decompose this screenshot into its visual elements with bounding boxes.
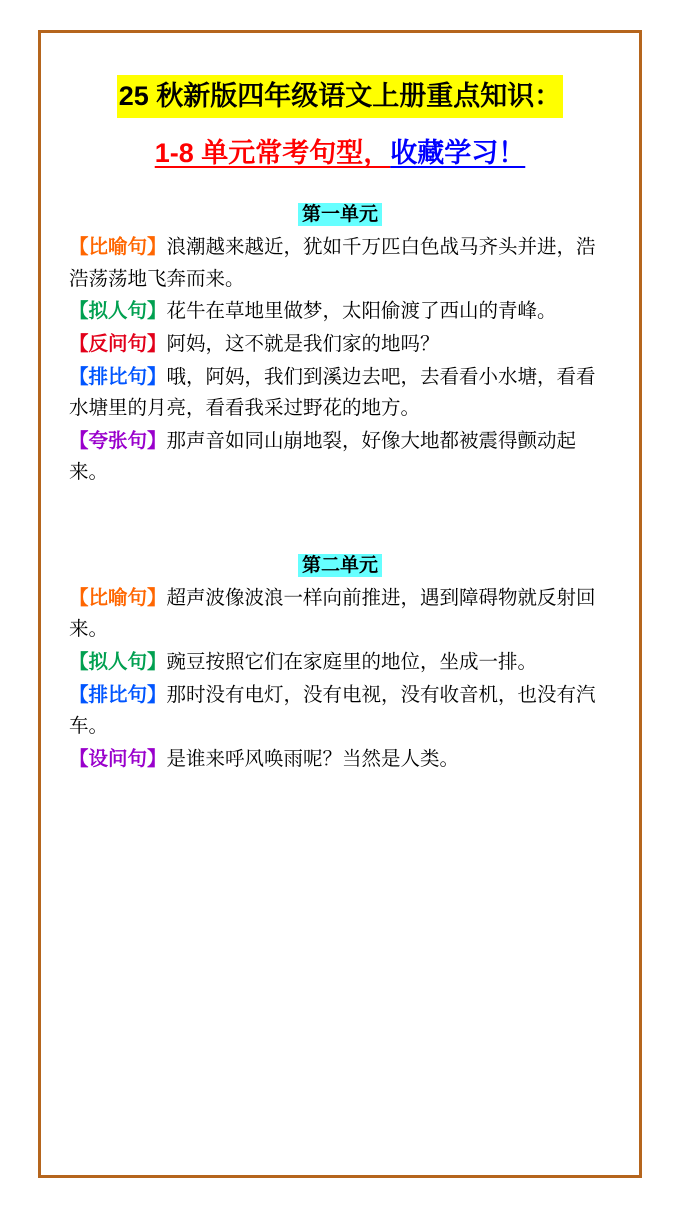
- sentence-type-tag: 【设问句】: [69, 747, 167, 770]
- sentence-line: [69, 680, 611, 743]
- sentence-text: 是谁来呼风唤雨呢？当然是人类。: [166, 747, 460, 770]
- section-heading-2-label: 第二单元: [298, 554, 382, 577]
- title-line-2-blue: 收藏学习！: [390, 138, 526, 169]
- sentence-text: 那时没有电灯，没有电视，没有收音机，也没有汽车。: [69, 683, 596, 738]
- sentence-line: [69, 426, 611, 489]
- sentence-text: 超声波像波浪一样向前推进，遇到障碍物就反射回来。: [69, 586, 596, 641]
- section-heading-1: [69, 199, 611, 226]
- sentence-line: [69, 296, 611, 328]
- section-heading-2: [69, 550, 611, 577]
- document-title: [69, 75, 611, 173]
- sentence-text: 花牛在草地里做梦，太阳偷渡了西山的青峰。: [166, 300, 557, 323]
- sentence-type-tag: 【比喻句】: [69, 586, 167, 609]
- sentence-text: 哦，阿妈，我们到溪边去吧，去看看小水塘，看看水塘里的月亮，看看我采过野花的地方。: [69, 365, 596, 420]
- sentence-type-tag: 【夸张句】: [69, 429, 167, 452]
- sentence-type-tag: 【排比句】: [69, 365, 167, 388]
- sentence-type-tag: 【拟人句】: [69, 651, 167, 674]
- sentence-type-tag: 【比喻句】: [69, 236, 167, 259]
- sentence-text: 浪潮越来越近，犹如千万匹白色战马齐头并进，浩浩荡荡地飞奔而来。: [69, 236, 596, 290]
- document-content: [41, 33, 639, 1175]
- sentence-type-tag: 【拟人句】: [69, 300, 167, 323]
- title-line-2-red: 1-8 单元常考句型，: [154, 138, 391, 169]
- sentence-line: [69, 744, 611, 776]
- document-page: [38, 30, 642, 1178]
- sentence-line: [69, 329, 611, 361]
- section-heading-1-label: 第一单元: [298, 203, 382, 226]
- section-gap: [69, 490, 611, 524]
- sentence-line: [69, 362, 611, 425]
- sentence-text: 那声音如同山崩地裂，好像大地都被震得颤动起来。: [69, 429, 577, 484]
- sentence-text: 豌豆按照它们在家庭里的地位，坐成一排。: [166, 651, 538, 674]
- sentence-text: 阿妈，这不就是我们家的地吗？: [166, 333, 440, 356]
- sentence-line: [69, 232, 611, 295]
- sentence-type-tag: 【排比句】: [69, 683, 167, 706]
- sentence-type-tag: 【反问句】: [69, 333, 167, 356]
- title-line-1: 25 秋新版四年级语文上册重点知识：: [117, 75, 564, 118]
- sentence-line: [69, 583, 611, 646]
- sentence-line: [69, 647, 611, 679]
- title-line-2: [155, 134, 526, 173]
